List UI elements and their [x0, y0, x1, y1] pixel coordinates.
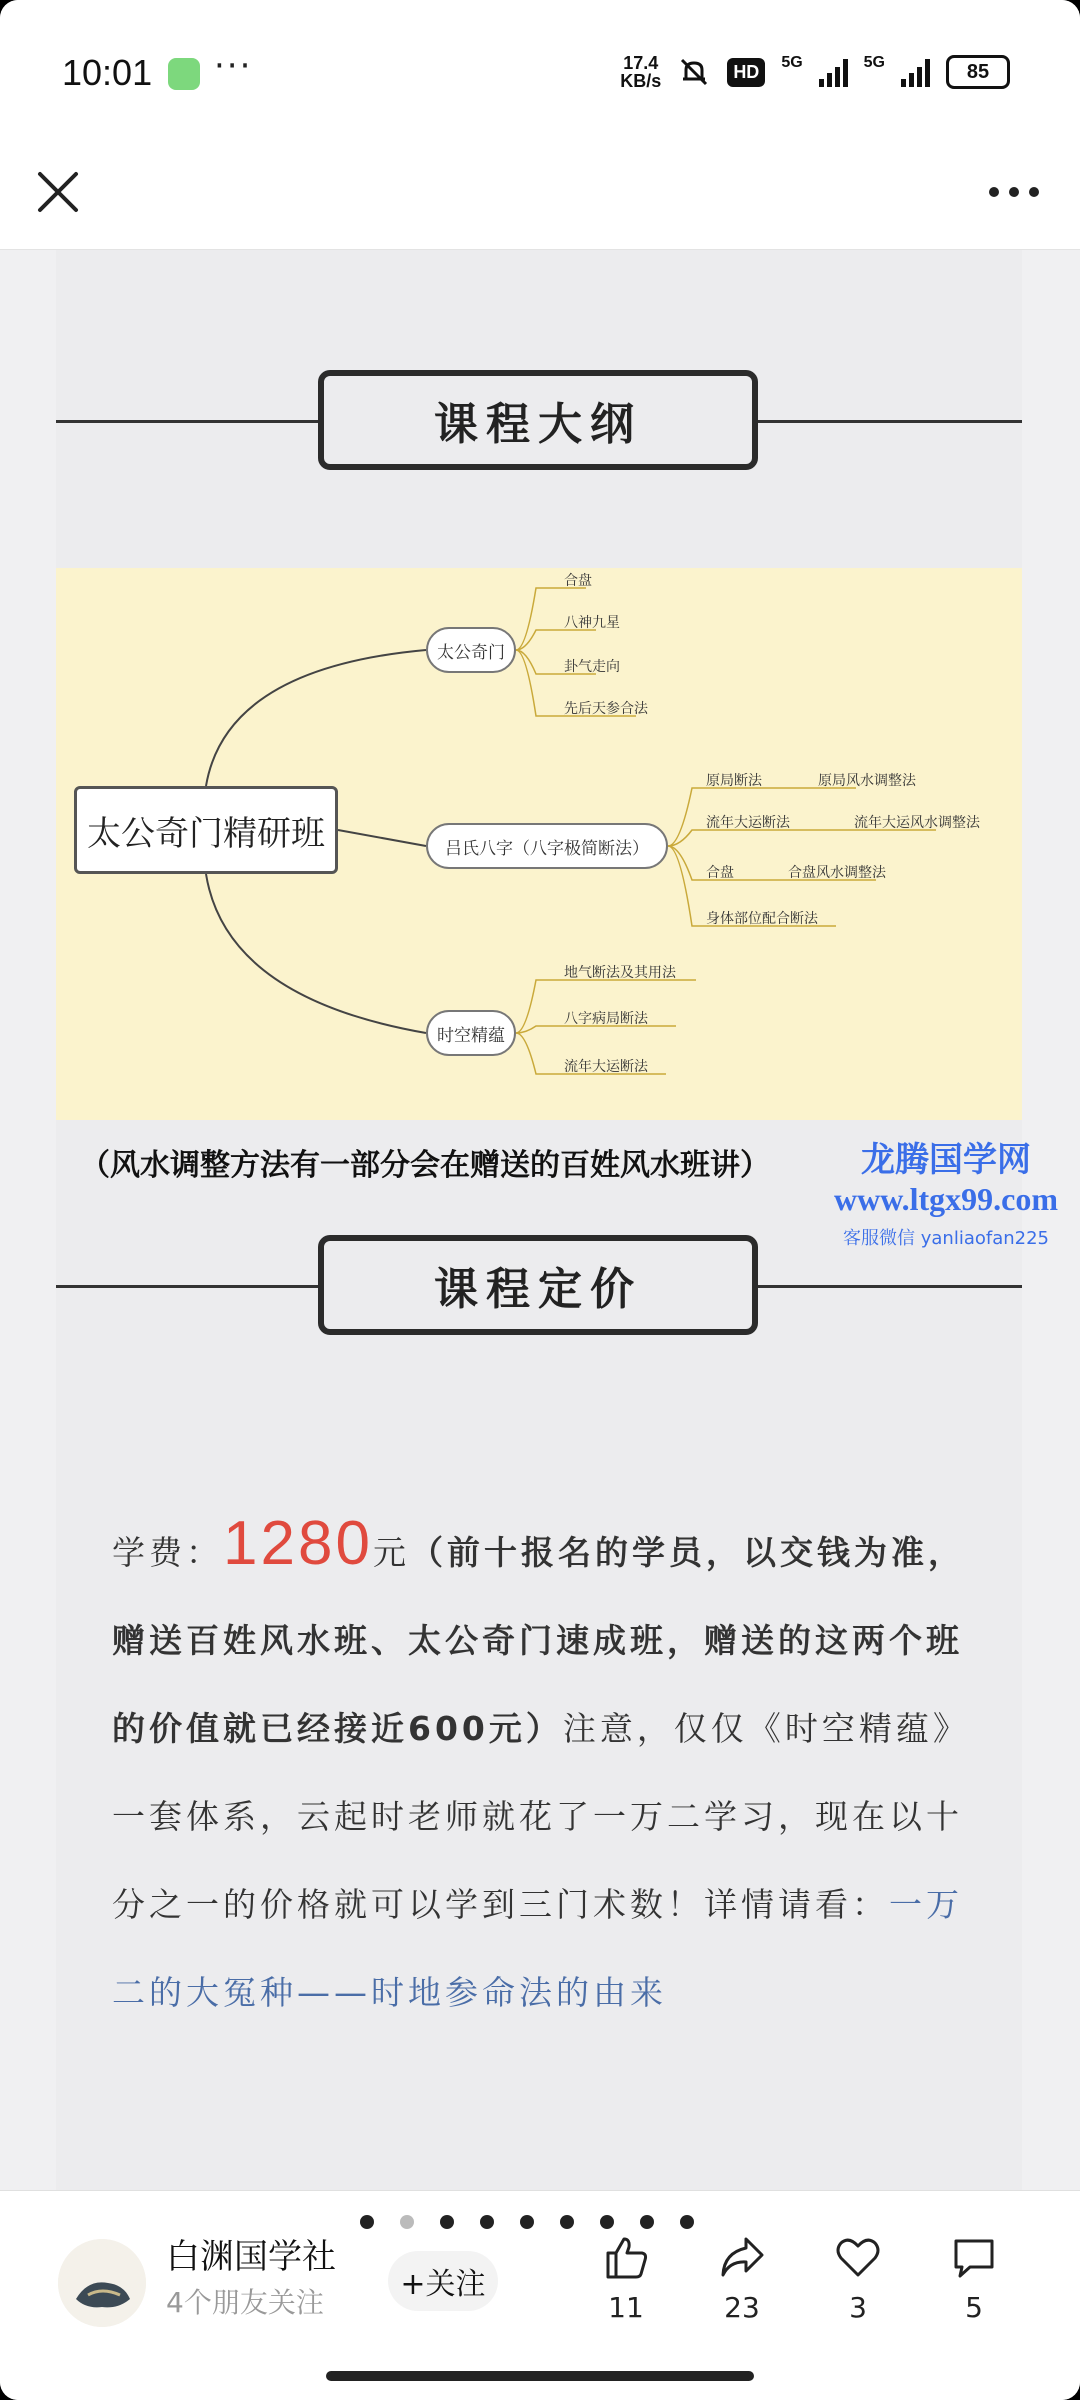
tuition-description: 注意，仅仅《时空精蕴》一套体系，云起时老师就花了一万二学习，现在以十分之一的价格就可以学到三门术数！详情请看： [112, 1709, 970, 1924]
watermark-title: 龙腾国学网 [861, 1140, 1032, 1180]
mind-map-branch: 吕氏八字（八字极简断法） [426, 823, 668, 869]
status-time: 10:01 [62, 52, 153, 93]
divider [758, 420, 1022, 423]
battery-icon: 85 [946, 55, 1010, 89]
like-count: 11 [608, 2291, 644, 2324]
mind-map-leaf: 原局断法 [706, 773, 762, 789]
carousel-dot[interactable] [600, 2215, 614, 2229]
carousel-dot[interactable] [680, 2215, 694, 2229]
thumbs-up-icon [600, 2231, 652, 2283]
hd-badge: HD [727, 58, 765, 87]
bottom-bar [0, 2190, 1080, 2400]
section-header-outline [56, 370, 1022, 474]
top-nav [0, 150, 1080, 250]
carousel-dot[interactable] [520, 2215, 534, 2229]
mind-map-leaf: 身体部位配合断法 [706, 911, 818, 927]
mind-map-leaf: 合盘 [706, 865, 734, 881]
signal-icon-2 [901, 57, 930, 87]
watermark [834, 1132, 1058, 1250]
mind-map-leaf: 卦气走向 [564, 659, 620, 675]
tuition-bonus-text: （前十报名的学员，以交钱为准，赠送百姓风水班、太公奇门速成班，赠送的这两个班的价值就已经接近600元） [112, 1533, 965, 1748]
pricing-paragraph [112, 1500, 992, 2037]
share-button[interactable] [702, 2231, 782, 2324]
tuition-price: 1280 [223, 1509, 373, 1578]
friends-following: 4个朋友关注 [166, 2286, 324, 2319]
carousel-dot[interactable] [640, 2215, 654, 2229]
mind-map-leaf: 八神九星 [564, 615, 620, 631]
mind-map [56, 568, 1022, 1120]
mind-map-leaf: 流年大运断法 [564, 1059, 648, 1075]
carousel-dot[interactable] [360, 2215, 374, 2229]
comment-button[interactable] [934, 2231, 1014, 2324]
favorite-button[interactable] [818, 2231, 898, 2324]
mind-map-branch: 时空精蕴 [426, 1010, 516, 1056]
tuition-label: 学费： [112, 1533, 223, 1572]
carousel-dot[interactable] [440, 2215, 454, 2229]
network-speed: 17.4 KB/s [620, 53, 662, 91]
home-indicator[interactable] [326, 2371, 754, 2381]
mind-map-leaf: 八字病局断法 [564, 1011, 648, 1027]
watermark-url: www.ltgx99.com [834, 1181, 1058, 1217]
watermark-contact: 客服微信 yanliaofan225 [843, 1228, 1050, 1249]
comment-icon [948, 2231, 1000, 2283]
carousel-dot[interactable] [560, 2215, 574, 2229]
account-name[interactable]: 白渊国学社 [166, 2237, 336, 2277]
mind-map-branch: 太公奇门 [426, 627, 516, 673]
tuition-unit: 元 [372, 1533, 410, 1572]
mind-map-leaf: 原局风水调整法 [818, 773, 916, 789]
mind-map-leaf: 地气断法及其用法 [564, 965, 676, 981]
status-bar [0, 0, 1080, 150]
mind-map-root: 太公奇门精研班 [74, 786, 338, 874]
mind-map-leaf: 合盘 [564, 573, 592, 589]
status-indicators [620, 54, 1010, 90]
divider [758, 1285, 1022, 1288]
comment-count: 5 [965, 2291, 983, 2324]
heart-icon [832, 2231, 884, 2283]
like-button[interactable] [586, 2231, 666, 2324]
close-icon[interactable] [30, 164, 86, 220]
share-icon [716, 2231, 768, 2283]
mind-map-leaf: 流年大运风水调整法 [854, 815, 980, 831]
divider [56, 1285, 318, 1288]
mute-bell-icon [677, 55, 711, 89]
more-notifications-icon: ··· [214, 46, 253, 86]
avatar[interactable] [58, 2239, 146, 2327]
section-title-pricing: 课程定价 [318, 1235, 758, 1335]
follow-button[interactable]: +关注 [388, 2251, 498, 2311]
mind-map-leaf: 流年大运断法 [706, 815, 790, 831]
adjustment-note: （风水调整方法有一部分会在赠送的百姓风水班讲） [80, 1148, 770, 1183]
section-header-pricing [56, 1235, 1022, 1339]
favorite-count: 3 [849, 2291, 867, 2324]
carousel-indicator [360, 2215, 694, 2229]
avatar-logo [58, 2239, 146, 2327]
carousel-dot-active[interactable] [400, 2215, 414, 2229]
share-count: 23 [724, 2291, 760, 2324]
divider [56, 420, 318, 423]
network-type-1: 5G [781, 54, 803, 71]
mind-map-leaf: 合盘风水调整法 [788, 865, 886, 881]
section-title-outline: 课程大纲 [318, 370, 758, 470]
network-type-2: 5G [863, 54, 885, 71]
mind-map-leaf: 先后天参合法 [564, 701, 648, 717]
origin-article-link[interactable]: 一万二的大冤种——时地参命法的由来 [112, 1885, 963, 2012]
signal-icon [819, 57, 848, 87]
app-notification-icon [168, 58, 200, 90]
carousel-dot[interactable] [480, 2215, 494, 2229]
more-options-icon[interactable] [984, 172, 1044, 212]
